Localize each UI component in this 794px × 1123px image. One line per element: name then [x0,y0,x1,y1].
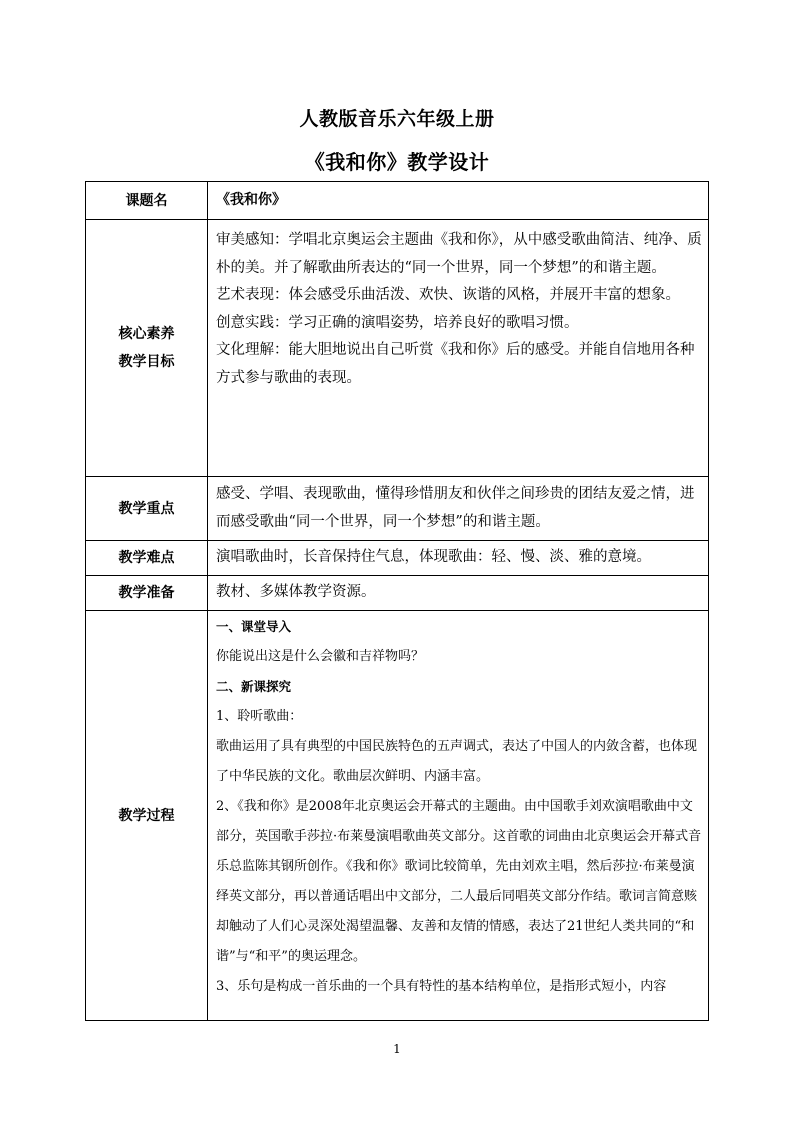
preparation-label: 教学准备 [86,576,208,611]
goals-label-line2: 教学目标 [118,354,175,370]
difficulties-label: 教学难点 [86,541,208,576]
step-1-title: 1、聆听歌曲： [216,709,303,724]
section-heading-explore: 二、新课探究 [216,679,292,694]
step-2-text: 2、《我和你》是2008年北京奥运会开幕式的主题曲。由中国歌手刘欢演唱歌曲中文部分，英国歌手莎拉·布莱曼演唱歌曲英文部分。这首歌的词曲由北京奥运会开幕式音乐总监陈其钢所创作。《我和你》歌词比较简单，先由刘欢主唱，然后莎拉·布莱曼演绎英文部分，再以普通话唱出中文部分，二人最后同唱英文部分作结。歌词言简意赅却触动了人们心灵深处渴望温馨、友善和友情的情感，表达了21世纪人类共同的“和谐”与“和平”的奥运理念。 [216,799,702,964]
document-title: 人教版音乐六年级上册 [299,108,495,130]
process-row [86,611,709,1021]
step-1-text: 歌曲运用了具有典型的中国民族特色的五声调式，表达了中国人的内敛含蓄，也体现了中华民族的文化。歌曲层次鲜明、内涵丰富。 [216,739,698,784]
process-label: 教学过程 [86,611,208,1021]
difficulties-row [86,541,709,576]
key-points-content: 感受、学唱、表现歌曲，懂得珍惜朋友和伙伴之间珍贵的团结友爱之情，进而感受歌曲“同一个世界，同一个梦想”的和谐主题。 [208,477,709,541]
goal-expression: 艺术表现：体会感受乐曲活泼、欢快、诙谐的风格，并展开丰富的想象。 [216,287,680,303]
course-value: 《我和你》 [216,191,286,208]
lesson-plan-table [85,181,709,1021]
process-content [208,611,709,1021]
preparation-row [86,576,709,611]
intro-question: 你能说出这是什么会徽和吉祥物吗？ [216,649,425,664]
course-label: 课题名 [86,182,208,220]
page-number: 1 [393,1042,401,1056]
goal-culture: 文化理解：能大胆地说出自己听赏《我和你》后的感受。并能自信地用各种方式参与歌曲的表现。 [216,342,695,386]
goals-content [208,220,709,477]
key-points-label: 教学重点 [86,477,208,541]
difficulties-content: 演唱歌曲时，长音保持住气息，体现歌曲：轻、慢、淡、雅的意境。 [208,541,709,576]
goals-label [86,220,208,477]
key-points-row [86,477,709,541]
step-3-text: 3、乐句是构成一首乐曲的一个具有特性的基本结构单位，是指形式短小，内容 [216,979,667,994]
goal-practice: 创意实践：学习正确的演唱姿势，培养良好的歌唱习惯。 [216,314,579,331]
preparation-content: 教材、多媒体教学资源。 [208,576,709,611]
course-row [86,182,709,220]
goals-row [86,220,709,477]
goal-aesthetic: 审美感知：学唱北京奥运会主题曲《我和你》，从中感受歌曲简洁、纯净、质朴的美。并了解歌曲所表达的“同一个世界，同一个梦想”的和谐主题。 [216,232,702,276]
section-heading-intro: 一、课堂导入 [216,619,292,634]
document-subtitle: 《我和你》教学设计 [304,150,490,174]
course-cell [208,182,709,220]
goals-label-line1: 核心素养 [118,326,175,342]
